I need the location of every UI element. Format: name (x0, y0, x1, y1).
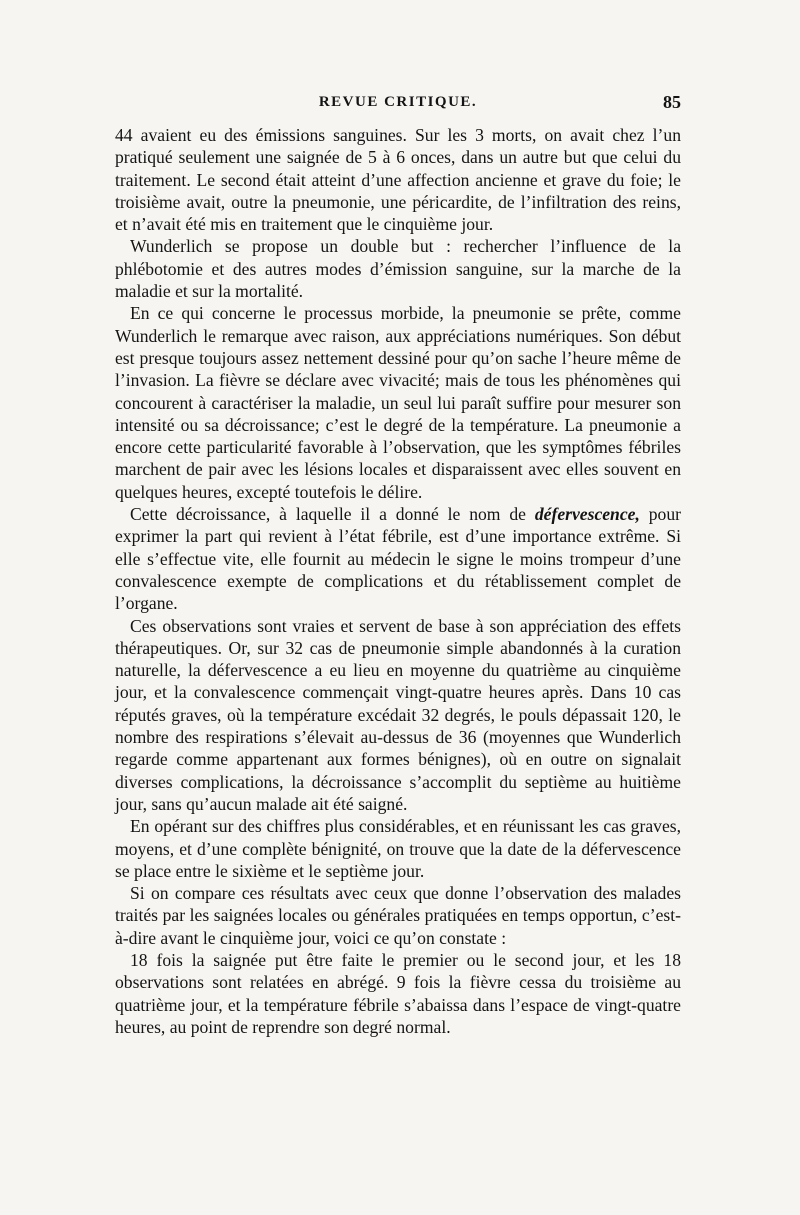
paragraph-3: En ce qui concerne le processus morbide, la pneumonie se prête, comme Wunderlich le remarque avec raison, aux appréciations numériques. Son début est presque toujours assez nettement dessiné pour qu’on sache l’heure même de l’invasion. La fièvre se déclare avec vivacité; mais de tous les phénomènes qui concourent à caractériser la maladie, un seul lui paraît suffire pour mesurer son intensité ou sa décroissance; c’est le degré de la température. La pneumonie a encore cette particularité favorable à l’observation, que les symptômes fébriles marchent de pair avec les lésions locales et disparaissent avec elles souvent en quelques heures, excepté toutefois le délire. (115, 303, 681, 502)
paragraph-7: Si on compare ces résultats avec ceux que donne l’observation des malades traités par les saignées locales ou générales pratiquées en temps opportun, c’est-à-dire avant le cinquième jour, voici ce qu’on constate : (115, 883, 681, 948)
paragraph-4-after: pour exprimer la part qui revient à l’état fébrile, est d’une importance extrême. Si elle s’effectue vite, elle fournit au médecin le signe le moins trompeur d’une convalescence exempte de complications et du rétablissement complet de l’organe. (115, 504, 682, 614)
page-number: 85 (663, 92, 681, 112)
running-head (115, 94, 681, 118)
term-defervescence: défervescence, (534, 504, 640, 525)
paragraph-4-before: Cette décroissance, à laquelle il a donné le nom de (130, 504, 535, 525)
paragraph-6: En opérant sur des chiffres plus considérables, et en réunissant les cas graves, moyens, et d’une complète bénignité, on trouve que la date de la défervescence se place entre le sixième et le septième jour. (115, 816, 681, 881)
paragraph-5: Ces observations sont vraies et servent de base à son appréciation des effets thérapeutiques. Or, sur 32 cas de pneumonie simple abandonnés à la curation naturelle, la défervescence a eu lieu en moyenne du quatrième au cinquième jour, et la convalescence commençait vingt-quatre heures après. Dans 10 cas réputés graves, où la température excédait 32 degrés, le pouls dépassait 120, le nombre des respirations s’élevait au-dessus de 36 (moyennes que Wunderlich regarde comme appartenant aux formes bénignes), où en outre on signalait diverses complications, la décroissance s’accomplit du septième au huitième jour, sans qu’aucun malade ait été saigné. (115, 615, 681, 814)
paragraph-8: 18 fois la saignée put être faite le premier ou le second jour, et les 18 observations sont relatées en abrégé. 9 fois la fièvre cessa du troisième au quatrième jour, et la température fébrile s’abaissa dans l’espace de vingt-quatre heures, au point de reprendre son degré normal. (115, 949, 681, 1037)
body-text (115, 124, 681, 1038)
paragraph-1: 44 avaient eu des émissions sanguines. Sur les 3 morts, on avait chez l’un pratiqué seulement une saignée de 5 à 6 onces, dans un autre but que celui du traitement. Le second était atteint d’une affection ancienne et grave du foie; le troisième avait, outre la pneumonie, une péricardite, de l’infiltration des reins, et n’avait été mis en traitement que le cinquième jour. (115, 125, 681, 235)
paragraph-4 (115, 503, 681, 614)
paragraph-2: Wunderlich se propose un double but : rechercher l’influence de la phlébotomie et des autres modes d’émission sanguine, sur la marche de la maladie et sur la mortalité. (115, 236, 681, 302)
running-title: REVUE CRITIQUE. (318, 94, 478, 110)
